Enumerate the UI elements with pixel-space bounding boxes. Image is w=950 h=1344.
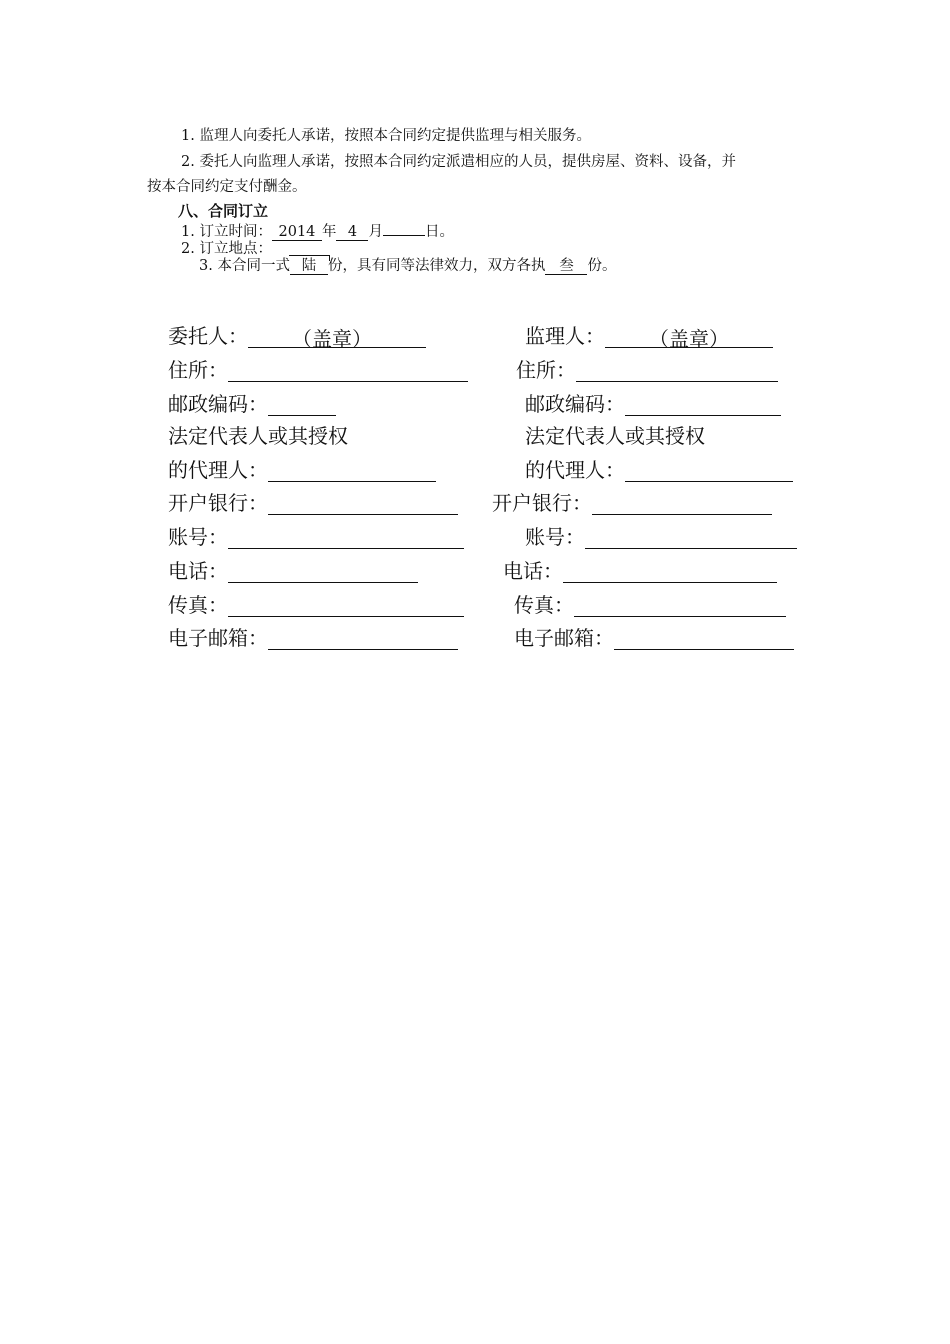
left-email-label: 电子邮箱： [168,626,268,650]
left-bank-label: 开户银行： [168,491,268,515]
right-seal-field[interactable] [605,327,773,351]
right-email-row [514,626,794,650]
right-phone-row [503,559,777,583]
right-bank-label: 开户银行： [492,491,592,515]
year-unit: 年 [321,224,337,240]
left-email-row [168,626,458,650]
left-account-field[interactable] [228,528,464,549]
right-account-row [525,525,797,549]
right-fax-label: 传真： [514,593,574,617]
right-postcode-row [525,392,781,416]
left-principal-row [168,324,426,351]
copies-suffix: 份。 [587,258,617,274]
left-fax-label: 传真： [168,593,228,617]
signing-place-field[interactable] [289,255,329,256]
left-address-row [168,358,468,382]
right-bank-row [492,491,772,515]
left-postcode-field[interactable] [268,395,336,416]
month-unit: 月 [368,224,383,240]
left-address-field[interactable] [228,361,468,382]
right-email-label: 电子邮箱： [514,626,614,650]
left-account-row [168,525,464,549]
copies-total-field[interactable]: 陆 [290,258,328,275]
day-unit: 日。 [424,224,454,240]
left-email-field[interactable] [268,629,458,650]
left-phone-row [168,559,418,583]
left-phone-field[interactable] [228,562,418,583]
right-postcode-label: 邮政编码： [525,392,625,416]
copies-each-field[interactable]: 叁 [545,258,587,275]
left-rep-field[interactable] [268,461,436,482]
right-principal-label: 监理人： [525,324,605,348]
right-address-field[interactable] [576,361,778,382]
clause-2-line1: 2. 委托人向监理人承诺，按照本合同约定派遣相应的人员，提供房屋、资料、设备，并 [181,154,736,170]
left-seal-field[interactable] [248,327,426,351]
right-rep-field[interactable] [625,461,793,482]
copies-prefix: 3. 本合同一式 [199,258,290,274]
left-fax-field[interactable] [228,596,464,617]
right-fax-field[interactable] [574,596,786,617]
right-rep-label: 的代理人： [525,458,625,482]
left-fax-row [168,593,464,617]
signing-place-label: 2. 订立地点： [181,241,272,257]
right-address-row [516,358,778,382]
right-fax-row [514,593,786,617]
right-account-label: 账号： [525,525,585,549]
right-account-field[interactable] [585,528,797,549]
left-rep-row [168,458,436,482]
left-bank-field[interactable] [268,494,458,515]
signing-month-field[interactable]: 4 [336,224,368,241]
left-address-label: 住所： [168,358,228,382]
left-seal-text: （盖章） [292,327,372,351]
signing-year-field[interactable]: 2014 [272,224,322,241]
right-phone-label: 电话： [503,559,563,583]
left-phone-label: 电话： [168,559,228,583]
signing-place-row [181,240,272,258]
clause-2-line2: 按本合同约定支付酬金。 [147,179,307,195]
left-bank-row [168,491,458,515]
right-address-label: 住所： [516,358,576,382]
right-postcode-field[interactable] [625,395,781,416]
left-postcode-label: 邮政编码： [168,392,268,416]
right-seal-text: （盖章） [649,327,729,351]
section-8-heading: 八、合同订立 [178,202,269,220]
right-phone-field[interactable] [563,562,777,583]
signing-day-field[interactable] [383,235,425,236]
right-bank-field[interactable] [592,494,772,515]
right-rep-row [525,458,793,482]
copies-middle: 份，具有同等法律效力，双方各执 [327,258,546,274]
left-principal-label: 委托人： [168,324,248,348]
left-rep-line1: 法定代表人或其授权 [168,424,348,448]
signing-time-row [181,223,454,241]
left-rep-label: 的代理人： [168,458,268,482]
left-account-label: 账号： [168,525,228,549]
copies-row [199,257,616,275]
signing-time-label: 1. 订立时间： [181,224,272,240]
right-principal-row [525,324,773,351]
left-postcode-row [168,392,336,416]
right-email-field[interactable] [614,629,794,650]
right-rep-line1: 法定代表人或其授权 [525,424,705,448]
clause-1: 1. 监理人向委托人承诺，按照本合同约定提供监理与相关服务。 [181,128,591,144]
